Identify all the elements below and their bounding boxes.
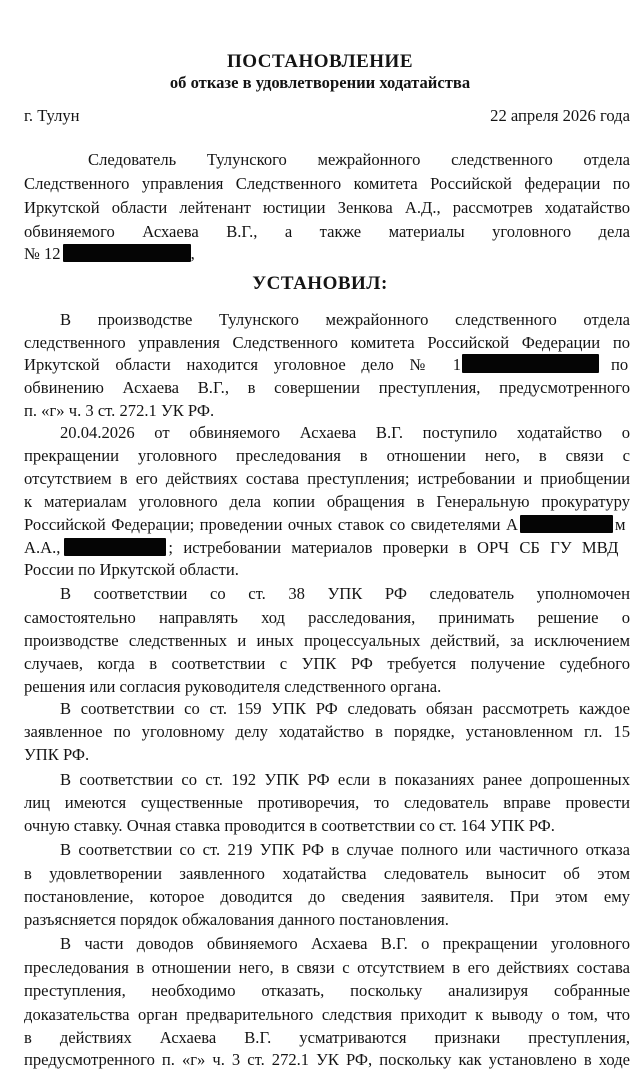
case-number-prefix: № 12 <box>24 244 61 263</box>
paragraph-line: В соответствии со ст. 38 УПК РФ следователь уполномочен <box>60 584 630 603</box>
paragraph-line: п. «г» ч. 3 ст. 272.1 УК РФ. <box>24 401 215 420</box>
document-date: 22 апреля 2026 года <box>490 106 630 125</box>
paragraph-line: производстве следственных и иных процессуальных действий, за исключением <box>24 631 630 650</box>
paragraph-line: самостоятельно направлять ход расследования, принимать решение о <box>24 608 630 627</box>
text-segment: А.А., <box>24 538 61 557</box>
paragraph-line: лиц имеются существенные противоречия, то следователь вправе провести <box>24 793 630 812</box>
paragraph-line: разъясняется порядок обжалования данного постановления. <box>24 910 449 929</box>
paragraph-line: следственного управления Следственного комитета Российской Федерации по <box>24 333 630 352</box>
document-subtitle: об отказе в удовлетворении ходатайства <box>169 73 471 92</box>
redaction-bar <box>520 515 613 533</box>
paragraph-line: В соответствии со ст. 192 УПК РФ если в показаниях ранее допрошенных <box>60 770 630 789</box>
paragraph-line <box>24 536 630 560</box>
paragraph-line: заявленное по уголовному делу ходатайство в порядке, установленном гл. 15 <box>24 722 630 741</box>
redaction-bar <box>462 354 599 373</box>
intro-line: Иркутской области лейтенант юстиции Зенкова А.Д., рассмотрев ходатайство <box>24 198 630 217</box>
intro-line: Следователь Тулунского межрайонного следственного отдела <box>88 150 630 169</box>
intro-line: Следственного управления Следственного комитета Российской федерации по <box>24 174 630 193</box>
section-title: УСТАНОВИЛ: <box>252 273 388 294</box>
paragraph-line: преступления, необходимо отказать, поскольку анализируя собранные <box>24 981 630 1000</box>
text-segment: по <box>611 355 629 374</box>
paragraph-line: решения или согласия руководителя следственного органа. <box>24 677 442 696</box>
text-segment: м <box>615 515 626 534</box>
paragraph-line: доказательства орган предварительного следствия приходит к выводу о том, что <box>24 1005 630 1024</box>
paragraph-line: постановление, которое доводится до сведения заявителя. При этом ему <box>24 887 630 906</box>
paragraph-line: прекращении уголовного преследования в отношении него, в связи с <box>24 446 630 465</box>
paragraph-line: случаев, когда в соответствии с УПК РФ требуется получение судебного <box>24 654 630 673</box>
punctuation: , <box>190 244 195 263</box>
place: г. Тулун <box>24 106 80 125</box>
paragraph-line: предусмотренного п. «г» ч. 3 ст. 272.1 УК РФ, поскольку как установлено в ходе <box>24 1050 630 1069</box>
paragraph-line: очную ставку. Очная ставка проводится в соответствии со ст. 164 УПК РФ. <box>24 816 555 835</box>
text-segment: Российской Федерации; проведении очных ставок со свидетелями А <box>24 515 518 534</box>
text-segment: Иркутской области находится уголовное дело № 1 <box>24 355 461 374</box>
document-title: ПОСТАНОВЛЕНИЕ <box>226 51 414 72</box>
paragraph-line: УПК РФ. <box>24 745 90 764</box>
paragraph-line: В части доводов обвиняемого Асхаева В.Г. о прекращении уголовного <box>60 934 630 953</box>
intro-line <box>24 242 195 266</box>
paragraph-line: В соответствии со ст. 159 УПК РФ следовать обязан рассмотреть каждое <box>60 699 630 718</box>
paragraph-line: в удовлетворении заявленного ходатайства следователь выносит об этом <box>24 864 630 883</box>
paragraph-line: России по Иркутской области. <box>24 560 239 579</box>
paragraph-line: к материалам уголовного дела копии обращения в Генеральную прокуратуру <box>24 492 630 511</box>
text-segment: ; истребовании материалов проверки в ОРЧ СБ ГУ МВД <box>168 538 619 557</box>
paragraph-line: В соответствии со ст. 219 УПК РФ в случае полного или частичного отказа <box>60 840 630 859</box>
paragraph-line: в действиях Асхаева В.Г. усматриваются признаки преступления, <box>24 1028 630 1047</box>
paragraph-line <box>24 513 630 537</box>
paragraph-line: В производстве Тулунского межрайонного следственного отдела <box>60 310 630 329</box>
intro-line: обвиняемого Асхаева В.Г., а также материалы уголовного дела <box>24 222 630 241</box>
redaction-bar <box>63 244 191 262</box>
paragraph-line: 20.04.2026 от обвиняемого Асхаева В.Г. поступило ходатайство о <box>60 423 630 442</box>
paragraph-line: преследования в отношении него, в связи с отсутствием в его действиях состава <box>24 958 630 977</box>
paragraph-line <box>24 353 630 377</box>
paragraph-line: отсутствием в его действиях состава преступления; истребовании и приобщении <box>24 469 630 488</box>
paragraph-line: обвинению Асхаева В.Г., в совершении преступления, предусмотренного <box>24 378 630 397</box>
redaction-bar <box>64 538 166 556</box>
